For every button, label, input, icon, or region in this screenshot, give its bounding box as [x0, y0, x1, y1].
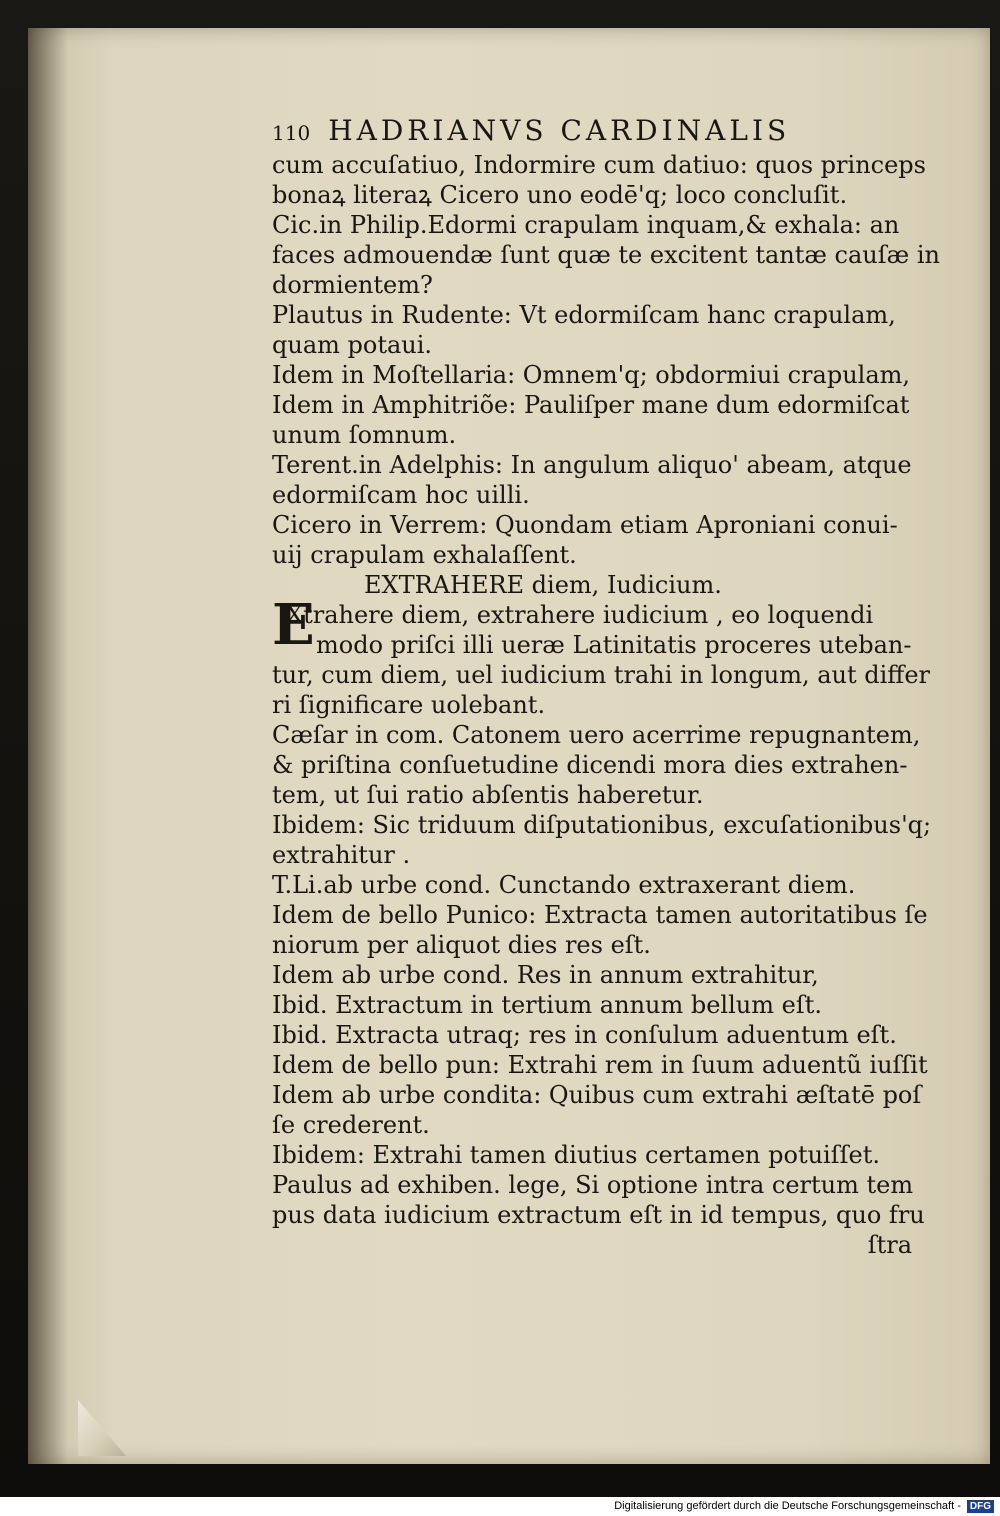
text-line: Cicero in Verrem: Quondam etiam Aproniani conui-	[272, 511, 898, 539]
catchword: ſtra	[867, 1231, 912, 1259]
running-head	[272, 116, 922, 150]
text-line: tem, ut ſui ratio abſentis haberetur.	[272, 781, 704, 809]
text-line: Idem de bello pun: Extrahi rem in ſuum aduentũ iuſſit	[272, 1051, 928, 1079]
text-line: dormientem?	[272, 271, 433, 299]
text-line: T.Li.ab urbe cond. Cunctando extraxerant diem.	[272, 871, 856, 899]
text-line: Ibid. Extractum in tertium annum bellum eſt.	[272, 991, 822, 1019]
drop-cap: E	[272, 592, 315, 658]
page-gutter-shadow	[28, 28, 68, 1464]
section-heading: EXTRAHERE diem, Iudicium.	[364, 571, 722, 599]
text-line: Terent.in Adelphis: In angulum aliquo' abeam, atque	[272, 451, 912, 479]
text-line: modo priſci illi ueræ Latinitatis proceres uteban-	[316, 631, 912, 659]
text-line: Idem in Moſtellaria: Omnem'q; obdormiui crapulam,	[272, 361, 911, 389]
text-line: Idem de bello Punico: Extracta tamen autoritatibus ſe	[272, 901, 928, 929]
text-line: Ibid. Extracta utraq; res in conſulum aduentum eſt.	[272, 1021, 897, 1049]
text-line: Xtrahere diem, extrahere iudicium , eo loquendi	[286, 601, 874, 629]
text-line: Paulus ad exhiben. lege, Si optione intra certum tem	[272, 1171, 914, 1199]
text-line: Ibidem: Extrahi tamen diutius certamen potuiſſet.	[272, 1141, 880, 1169]
credit-text: Digitalisierung gefördert durch die Deutsche Forschungsgemeinschaft -	[614, 1500, 961, 1512]
digitization-credit-bar	[0, 1497, 1000, 1516]
text-line: Plautus in Rudente: Vt edormiſcam hanc crapulam,	[272, 301, 896, 329]
text-line: niorum per aliquot dies res eſt.	[272, 931, 651, 959]
text-line: uij crapulam exhalaſſent.	[272, 541, 577, 569]
text-line: Idem ab urbe cond. Res in annum extrahitur,	[272, 961, 819, 989]
text-line: bonaꝝ literaꝝ Cicero uno eodē'q; loco concluſit.	[272, 181, 848, 209]
text-line: tur, cum diem, uel iudicium trahi in longum, aut differ	[272, 661, 931, 689]
text-line: ri ſignificare uolebant.	[272, 691, 546, 719]
text-line: Idem in Amphitriõe: Pauliſper mane dum edormiſcat	[272, 391, 910, 419]
text-line: quam potaui.	[272, 331, 433, 359]
text-line: pus data iudicium extractum eſt in id tempus, quo fru	[272, 1201, 925, 1229]
page-text	[272, 114, 940, 1260]
text-line: cum accuſatiuo, Indormire cum datiuo: quos princeps	[272, 151, 926, 179]
text-line: faces admouendæ ſunt quæ te excitent tantæ cauſæ in	[272, 241, 940, 269]
text-line: extrahitur .	[272, 841, 411, 869]
text-line: Cic.in Philip.Edormi crapulam inquam,& exhala: an	[272, 211, 900, 239]
text-line: Idem ab urbe condita: Quibus cum extrahi æſtatē poſ	[272, 1081, 922, 1109]
page-number: 110	[272, 121, 311, 145]
text-line: Cæſar in com. Catonem uero acerrime repugnantem,	[272, 721, 921, 749]
text-line: ſe crederent.	[272, 1111, 430, 1139]
running-title: HADRIANVS CARDINALIS	[328, 114, 791, 147]
drop-cap-paragraph-start	[272, 592, 922, 660]
text-line: unum ſomnum.	[272, 421, 457, 449]
text-line: edormiſcam hoc uilli.	[272, 481, 530, 509]
text-line: & priſtina conſuetudine dicendi mora dies extrahen-	[272, 751, 908, 779]
text-line: Ibidem: Sic triduum diſputationibus, excuſationibus'q;	[272, 811, 932, 839]
dfg-logo: DFG	[967, 1500, 994, 1513]
